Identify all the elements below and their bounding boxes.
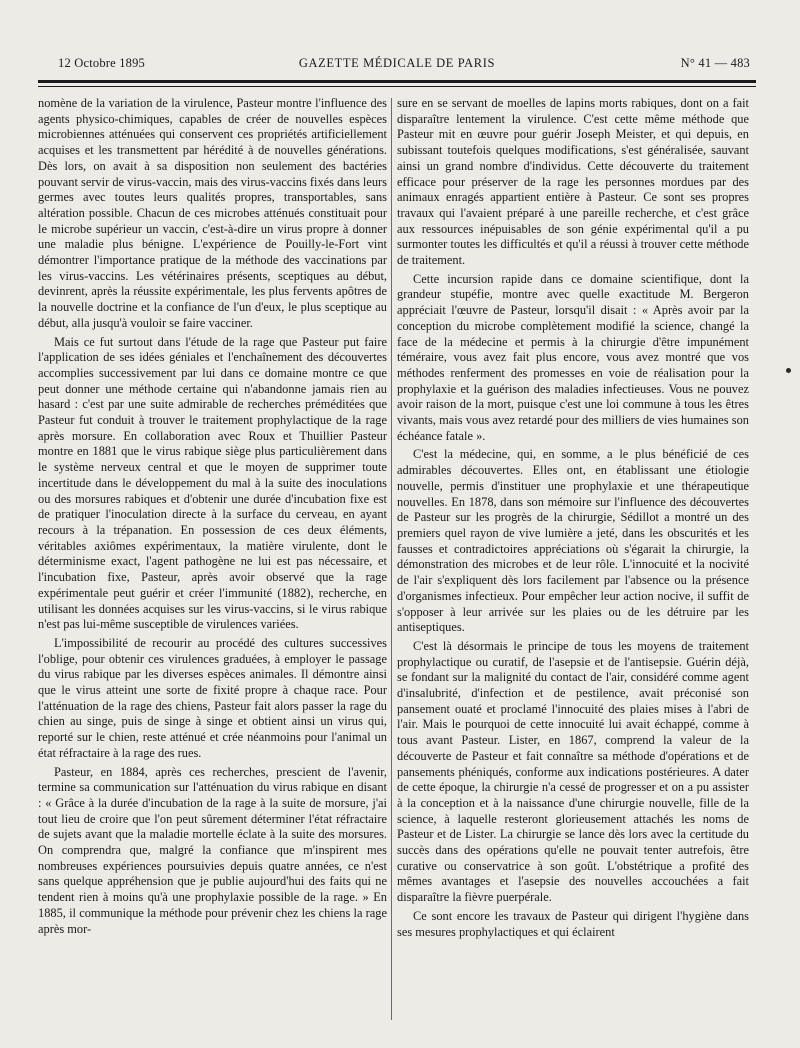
header-rule-thick: [38, 80, 756, 83]
left-column: [38, 96, 387, 1028]
paragraph: nomène de la variation de la virulence, Pasteur montre l'influence des agents physico-chimiques, capables de créer de nouvelles espèces microbiennes atténuées qui conservent ces propriétés artificiellement acquises et les transmettent par hérédité à de nouvelles générations. Dès lors, on avait à sa disposition non seulement des bactéries pouvant servir de virus-vaccin, mais des virus-vaccins fixés dans leurs germes avec toutes leurs qualités propres, transportables, sans altération possible. Chacun de ces microbes atténués constituait pour le microbe supérieur un vaccin, c'est-à-dire un virus propre à donner une maladie plus bénigne. L'expérience de Pouilly-le-Fort vint démontrer l'importance pratique de la méthode des vaccinations par les virus-vaccins. Les vétérinaires présents, sceptiques au début, devinrent, après la réussite expérimentale, les plus fervents apôtres de la nouvelle doctrine et la confiance de l'un d'eux, le plus sceptique au début, alla jusqu'à vouloir se faire vacciner.: [38, 96, 387, 330]
paragraph: Mais ce fut surtout dans l'étude de la rage que Pasteur put faire l'application de ses idées géniales et l'enchaînement des découvertes accomplies successivement par lui dans ce domaine montre ce que peut donner une méthode certaine qui n'abandonne jamais rien au hasard : c'est par une suite admirable de recherches préméditées que Pasteur fut conduit à trouver le traitement prophylactique de la rage après morsure. En collaboration avec Roux et Thuillier Pasteur montre en 1881 que le virus rabique siège plus particulièrement dans le système nerveux central et que le moyen de supprimer toute incertitude dans le développement du mal à la suite des inoculations ou des morsures rabiques et d'obtenir une durée d'incubation fixe est de pratiquer l'inoculation directe à la surface du cerveau, en ayant recours à la trépanation. En possession de ces deux éléments, véritables axiômes expérimentaux, la matière virulente, dont le déterminisme exact, l'agent pathogène ne lui est pas nécessaire, et l'incubation fixe, Pasteur, après avoir observé que la rage expérimentale peut guérir et créer l'immunité (1882), recherche, en utilisant les données acquises sur les virus-vaccins, si le virus rabique n'est pas lui-même susceptible de virulences variées.: [38, 334, 387, 632]
paragraph: C'est la médecine, qui, en somme, a le plus bénéficié de ces admirables découvertes. Elles ont, en établissant une étiologie nouvelle, permis d'instituer une prophylaxie et une thérapeutique nouvelles. En 1878, dans son mémoire sur l'influence des découvertes de Pasteur sur les progrès de la chirurgie, Sédillot a montré un des premiers quel rayon de vive lumière a jeté, dans les obscurités et les fausses et contradictoires appréciations où s'égarait la chirurgie, la démonstration des microbes et de leur rôle. L'innocuité et la nocivité de l'air s'expliquent dès lors facilement par l'absence ou la présence d'organismes infectieux. Pour empêcher leur action nocive, il suffit de s'opposer à leur arrivée sur les plaies ou de les détruire par les antiseptiques.: [397, 447, 749, 635]
header-rule-thin: [38, 86, 756, 87]
column-separator: [391, 98, 392, 1020]
right-column: [397, 96, 749, 1028]
paragraph: C'est là désormais le principe de tous les moyens de traitement prophylactique ou curatif, de l'asepsie et de l'antisepsie. Guérin déjà, se fondant sur la malignité du contact de l'air, considéré comme agent d'insalubrité, d'infection et de pestilence, avait préconisé son pansement ouaté et proclamé l'innocuité des plaies mises à l'abri de l'air. Mais le pourquoi de cette innocuité lui avait échappé, comme à tous avant Pasteur. Lister, en 1867, comprend la valeur de la découverte de Pasteur et fait connaître sa méthode d'opérations et de pansements phéniqués, conforme aux indications postérieures. A dater de cette époque, la chirurgie n'a cessé de progresser et on a pu assister à la conception et à la naissance d'une chirurgie nouvelle, fille de la science, à laquelle resteront glorieusement attachés les noms de Pasteur et de Lister. La chirurgie se lance dès lors avec la certitude du succès dans des opérations qu'elle ne pouvait tenter autrefois, être curative ou conservatrice à son goût. L'obstétrique a profité des mêmes avantages et l'asepsie des nouvelles accouchées a fait disparaître la fièvre puerpérale.: [397, 638, 749, 905]
issue-date: 12 Octobre 1895: [58, 56, 146, 70]
ink-speck: [786, 368, 791, 373]
paragraph: sure en se servant de moelles de lapins morts rabiques, dont on a fait disparaître lentement la virulence. C'est cette même méthode que Pasteur mit en œuvre pour guérir Joseph Meister, et qui depuis, en subissant toutefois quelques modifications, s'est généralisée, sauvant ainsi un grand nombre d'individus. Cette découverte du traitement efficace pour préserver de la rage les personnes mordues par des animaux enragés appartient entière à Pasteur. Ce sont ses propres travaux qui l'avaient préparé à une pareille recherche, et c'est grâce aux ressources inépuisables de son génie expérimental qu'il a pu surmonter toutes les difficultés et qu'il a réussi à trouver cette méthode de traitement.: [397, 96, 749, 268]
paragraph: Cette incursion rapide dans ce domaine scientifique, dont la grandeur stupéfie, montre avec quelle exactitude M. Bergeron appréciait l'œuvre de Pasteur, lorsqu'il disait : « Après avoir par la conception du microbe complètement modifié la science, changé la face de la médecine et permis à la chirurgie d'être impunément téméraire, vous avez fait plus encore, vous avez montré que vos méthodes renferment des promesses en voie de réalisation pour la prophylaxie et la guérison des maladies infectieuses. Vous ne pouvez avoir raison de la mort, puisque c'est une loi commune à tous les êtres vivants, mais vous avez retardé pour des milliers de vies humaines son échéance fatale ».: [397, 271, 749, 443]
running-header: [40, 52, 754, 76]
journal-title: GAZETTE MÉDICALE DE PARIS: [298, 56, 496, 70]
paragraph: Pasteur, en 1884, après ces recherches, prescient de l'avenir, termine sa communication sur l'atténuation du virus rabique en disant : « Grâce à la durée d'incubation de la rage à la suite de morsure, j'ai tout lieu de croire que l'on peut sûrement déterminer l'état réfractaire de sujets avant que la maladie mortelle éclate à la suite des morsures. On comprendra que, malgré la confiance que m'inspirent mes nombreuses expériences poursuivies depuis quatre années, ce n'est sans quelque appréhension que je publie aujourd'hui des faits qui ne tendent rien à moins qu'à une prophylaxie possible de la rage. » En 1885, il communique la méthode pour prévenir chez les chiens la rage après mor-: [38, 764, 387, 936]
paragraph: Ce sont encore les travaux de Pasteur qui dirigent l'hygiène dans ses mesures prophylactiques et qui éclairent: [397, 908, 749, 939]
paragraph: L'impossibilité de recourir au procédé des cultures successives l'oblige, pour obtenir ces virulences graduées, à employer le passage du virus rabique par les diverses espèces animales. Il démontre ainsi que le virus atteint une sorte de fixité propre à chaque race. Pour l'atténuation de la rage des chiens, Pasteur fait alors passer la rage du chien au singe, puis de singe à singe et obtient ainsi un virus qui, reporté sur le chien, reste atténué et crée néanmoins pour l'animal un état réfractaire à la rage des rues.: [38, 635, 387, 760]
issue-page-number: N° 41 — 483: [680, 56, 750, 70]
